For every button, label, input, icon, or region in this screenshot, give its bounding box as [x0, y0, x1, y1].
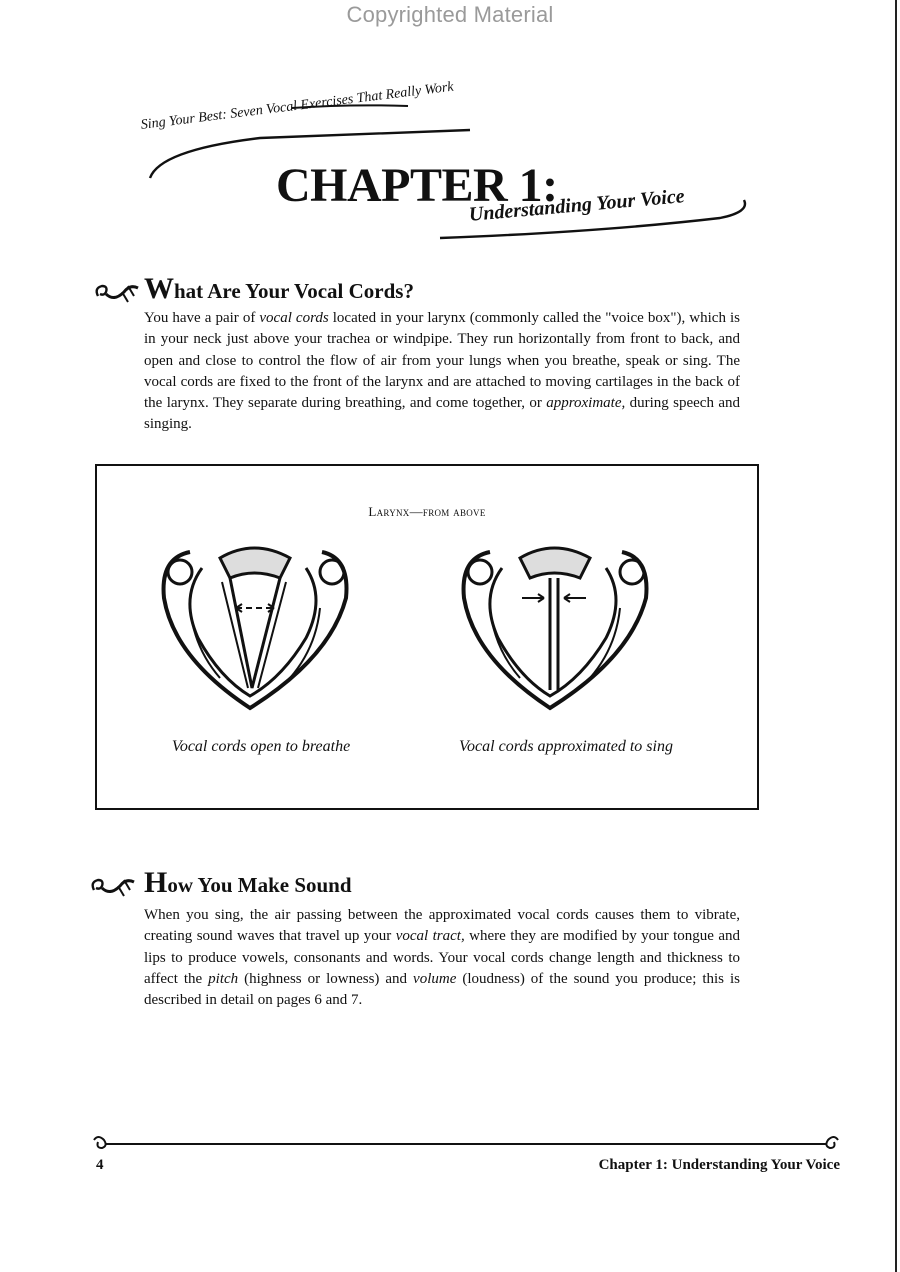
- section-heading-vocal-cords: [144, 272, 414, 306]
- text-run: where they are modified by your tongue and lips to produce vowels, consonants and words. Your vocal cords change length and thickness to affect the: [144, 928, 740, 987]
- heading-initial: H: [144, 866, 168, 899]
- emphasis-term: approximate,: [546, 395, 626, 412]
- text-run: When you sing, the air passing between the approximated vocal cords causes them to vibrate, creating sound waves that travel up your: [144, 907, 740, 945]
- text-run: (loudness) of the sound you produce; this is described in detail on pages 6 and 7.: [144, 970, 740, 1009]
- heading-initial: W: [144, 272, 174, 305]
- emphasis-term: vocal cords: [259, 310, 329, 326]
- figure-title: Larynx—from above: [368, 504, 486, 519]
- text-run: located in your larynx (commonly called the "voice box"), which is in your neck just above your trachea or windpipe. They run horizontally from front to back, and open and close to control the flow of air from your lungs when you breathe, speak or sing. The vocal cords are fixed to the front of the larynx and are attached to moving cartilages in the back of the larynx. They separate during breathing, and come together, or: [144, 310, 740, 412]
- emphasis-term: volume: [413, 970, 457, 987]
- text-run: during speech and singing.: [144, 395, 740, 433]
- flourish-icon: [92, 278, 144, 308]
- footer-rule: [90, 1132, 842, 1156]
- paragraph-vocal-cords: [144, 308, 740, 436]
- series-title: Sing Your Best: Seven Vocal Exercises That Really Work: [140, 79, 455, 133]
- section-heading-make-sound: [144, 866, 352, 900]
- larynx-approximated-illustration: [450, 538, 660, 720]
- chapter-heading: CHAPTER 1:: [276, 159, 558, 212]
- text-run: You have a pair of: [144, 310, 260, 326]
- page-number: 4: [96, 1157, 104, 1173]
- paragraph-make-sound: [144, 905, 740, 1011]
- chapter-subtitle: Understanding Your Voice: [468, 185, 686, 226]
- emphasis-term: vocal tract,: [395, 928, 465, 945]
- heading-text: hat Are Your Vocal Cords?: [174, 279, 414, 303]
- caption-right: Vocal cords approximated to sing: [459, 738, 673, 755]
- heading-text: ow You Make Sound: [167, 873, 352, 897]
- emphasis-term: pitch: [208, 970, 239, 987]
- larynx-open-illustration: [150, 538, 360, 720]
- header-swash-lines: [0, 0, 900, 260]
- caption-left: Vocal cords open to breathe: [171, 738, 351, 755]
- text-run: (highness or lowness) and: [238, 970, 414, 987]
- flourish-icon: [88, 872, 140, 902]
- copyright-watermark: Copyrighted Material: [346, 2, 554, 27]
- running-title: Chapter 1: Understanding Your Voice: [598, 1157, 840, 1173]
